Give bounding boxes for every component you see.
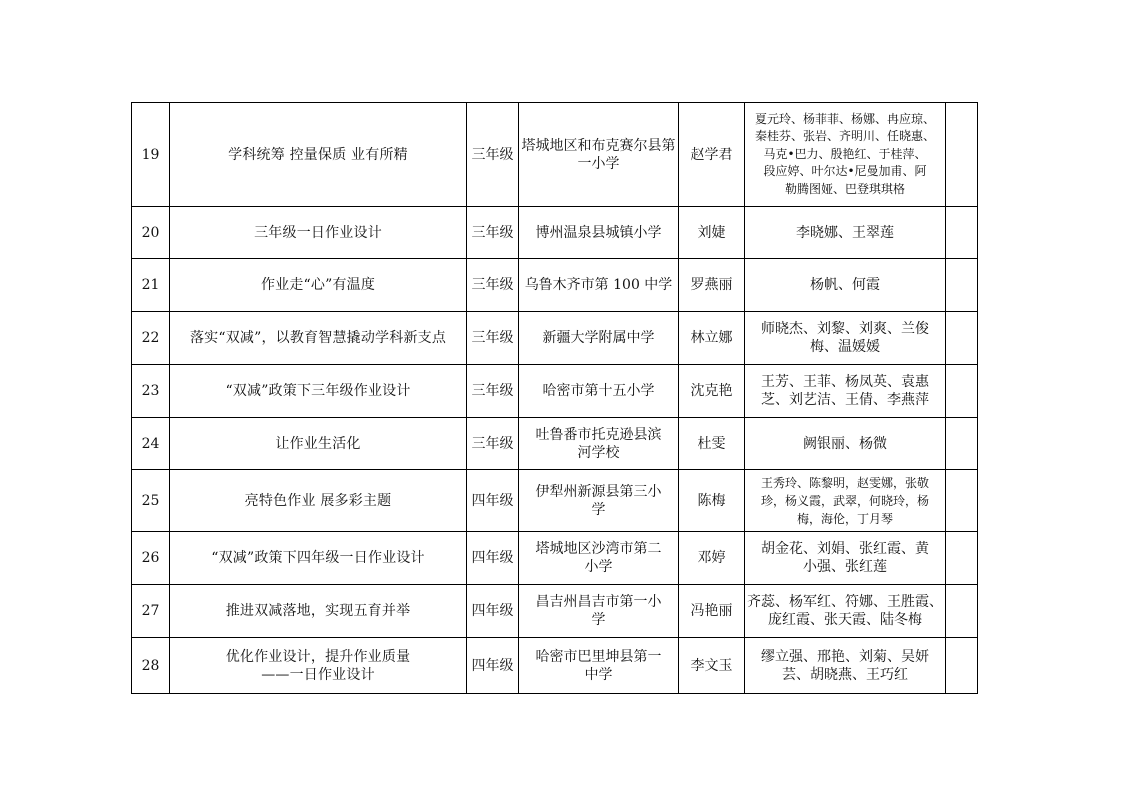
team-leader: 李文玉: [679, 638, 745, 694]
school-name-line: 学: [591, 501, 606, 518]
work-title: [170, 585, 467, 638]
team-members-line: 杨帆、何霞: [810, 277, 880, 293]
remark-cell: [946, 365, 978, 418]
school-name: [519, 532, 679, 585]
team-leader: 冯艳丽: [679, 585, 745, 638]
row-number: 19: [132, 103, 170, 207]
remark-cell: [946, 470, 978, 532]
school-name: [519, 418, 679, 470]
team-members-line: 芝、刘艺洁、王倩、李燕萍: [761, 392, 929, 408]
school-name: [519, 470, 679, 532]
grade-level: 四年级: [467, 470, 519, 532]
team-members-line: 梅、温媛媛: [810, 339, 880, 355]
row-number: 22: [132, 312, 170, 365]
table-row: [132, 585, 978, 638]
team-members-line: 段应婷、叶尔达•尼曼加甫、阿: [763, 164, 927, 179]
school-name: [519, 259, 679, 312]
row-number: 28: [132, 638, 170, 694]
remark-cell: [946, 418, 978, 470]
school-name-line: 博州温泉县城镇小学: [535, 224, 662, 241]
school-name-line: 塔城地区沙湾市第二: [535, 541, 662, 557]
grade-level: 四年级: [467, 532, 519, 585]
row-number: 26: [132, 532, 170, 585]
team-members-line: 小强、张红莲: [803, 559, 887, 575]
row-number: 20: [132, 207, 170, 259]
grade-level: 三年级: [467, 207, 519, 259]
team-members: [745, 207, 946, 259]
team-leader: 罗燕丽: [679, 259, 745, 312]
team-members: [745, 365, 946, 418]
team-leader: 赵学君: [679, 103, 745, 207]
work-title-line: 让作业生活化: [275, 435, 361, 452]
team-leader: 沈克艳: [679, 365, 745, 418]
team-members-line: 夏元玲、杨菲菲、杨娜、冉应琼、: [754, 111, 935, 126]
table-row: [132, 532, 978, 585]
school-name-line: 学: [591, 612, 606, 628]
team-members-line: 胡金花、刘娟、张红霞、黄: [761, 541, 929, 557]
work-title-line: 亮特色作业 展多彩主题: [244, 492, 392, 509]
award-table: [131, 102, 978, 694]
work-title-line: ——一日作业设计: [261, 666, 375, 683]
work-title: [170, 259, 467, 312]
team-members: [745, 259, 946, 312]
grade-level: 三年级: [467, 259, 519, 312]
remark-cell: [946, 585, 978, 638]
work-title-line: 三年级一日作业设计: [254, 224, 382, 241]
work-title-line: 学科统筹 控量保质 业有所精: [228, 146, 408, 163]
school-name-line: 吐鲁番市托克逊县滨: [535, 426, 662, 443]
team-members: [745, 312, 946, 365]
team-members-line: 芸、胡晓燕、王巧红: [782, 666, 908, 683]
team-leader: 杜雯: [679, 418, 745, 470]
school-name: [519, 638, 679, 694]
row-number: 21: [132, 259, 170, 312]
work-title-line: 推进双减落地，实现五育并举: [225, 603, 411, 619]
work-title-line: “双减”政策下三年级作业设计: [225, 383, 411, 399]
grade-level: 三年级: [467, 103, 519, 207]
grade-level: 三年级: [467, 365, 519, 418]
team-members: [745, 103, 946, 207]
team-members-line: 王秀玲、陈黎明，赵雯娜，张敬: [760, 475, 929, 490]
team-leader: 陈梅: [679, 470, 745, 532]
school-name-line: 中学: [584, 666, 613, 683]
school-name: [519, 312, 679, 365]
remark-cell: [946, 638, 978, 694]
team-members-line: 师晓杰、刘黎、刘爽、兰俊: [761, 321, 929, 337]
remark-cell: [946, 207, 978, 259]
table-row: [132, 638, 978, 694]
school-name-line: 昌吉州昌吉市第一小: [535, 594, 662, 610]
grade-level: 三年级: [467, 418, 519, 470]
table-row: [132, 470, 978, 532]
school-name: [519, 585, 679, 638]
team-members-line: 李晓娜、王翠莲: [796, 224, 894, 241]
work-title: [170, 207, 467, 259]
school-name: [519, 207, 679, 259]
team-members-line: 缪立强、邢艳、刘菊、吴妍: [761, 648, 929, 665]
school-name-line: 塔城地区和布克赛尔县第: [521, 137, 676, 154]
remark-cell: [946, 312, 978, 365]
row-number: 25: [132, 470, 170, 532]
school-name-line: 小学: [584, 559, 613, 575]
team-members-line: 庞红霞、张天霞、陆冬梅: [768, 612, 922, 628]
school-name-line: 一小学: [577, 155, 620, 172]
table-row: [132, 365, 978, 418]
table-row: [132, 312, 978, 365]
school-name: [519, 103, 679, 207]
work-title: [170, 638, 467, 694]
team-members-line: 王芳、王菲、杨凤英、袁惠: [761, 374, 929, 390]
remark-cell: [946, 103, 978, 207]
work-title: [170, 312, 467, 365]
team-members: [745, 418, 946, 470]
work-title: [170, 365, 467, 418]
row-number: 24: [132, 418, 170, 470]
team-members-line: 阙银丽、杨微: [803, 435, 887, 452]
team-leader: 刘婕: [679, 207, 745, 259]
school-name-line: 哈密市巴里坤县第一: [535, 648, 662, 665]
team-members: [745, 638, 946, 694]
work-title: [170, 103, 467, 207]
team-members: [745, 585, 946, 638]
row-number: 23: [132, 365, 170, 418]
school-name-line: 哈密市第十五小学: [542, 383, 655, 399]
team-leader: 林立娜: [679, 312, 745, 365]
table-row: [132, 207, 978, 259]
grade-level: 四年级: [467, 585, 519, 638]
grade-level: 三年级: [467, 312, 519, 365]
school-name: [519, 365, 679, 418]
award-table-page: [131, 102, 978, 694]
grade-level: 四年级: [467, 638, 519, 694]
table-row: [132, 418, 978, 470]
work-title: [170, 470, 467, 532]
table-row: [132, 259, 978, 312]
row-number: 27: [132, 585, 170, 638]
work-title: [170, 418, 467, 470]
remark-cell: [946, 259, 978, 312]
school-name-line: 河学校: [577, 444, 620, 461]
school-name-line: 新疆大学附属中学: [542, 330, 655, 346]
work-title: [170, 532, 467, 585]
work-title-line: “双减”政策下四年级一日作业设计: [211, 550, 425, 566]
work-title-line: 落实“双减”，以教育智慧撬动学科新支点: [189, 330, 447, 346]
table-row: [132, 103, 978, 207]
team-members-line: 秦桂芬、张岩、齐明川、任晓惠、: [754, 129, 935, 144]
team-members-line: 梅，海伦，丁月琴: [796, 511, 893, 526]
team-members: [745, 470, 946, 532]
team-members-line: 齐蕊、杨军红、符娜、王胜霞、: [747, 594, 943, 610]
school-name-line: 伊犁州新源县第三小: [535, 483, 662, 500]
team-leader: 邓婷: [679, 532, 745, 585]
remark-cell: [946, 532, 978, 585]
work-title-line: 作业走“心”有温度: [260, 277, 376, 293]
team-members-line: 勒腾图娅、巴登琪琪格: [784, 181, 905, 196]
team-members-line: 珍，杨义霞，武翠，何晓玲，杨: [760, 493, 929, 508]
school-name-line: 乌鲁木齐市第 100 中学: [524, 277, 673, 293]
team-members: [745, 532, 946, 585]
work-title-line: 优化作业设计，提升作业质量: [225, 648, 411, 665]
team-members-line: 马克•巴力、殷艳红、于桂萍、: [763, 146, 927, 161]
